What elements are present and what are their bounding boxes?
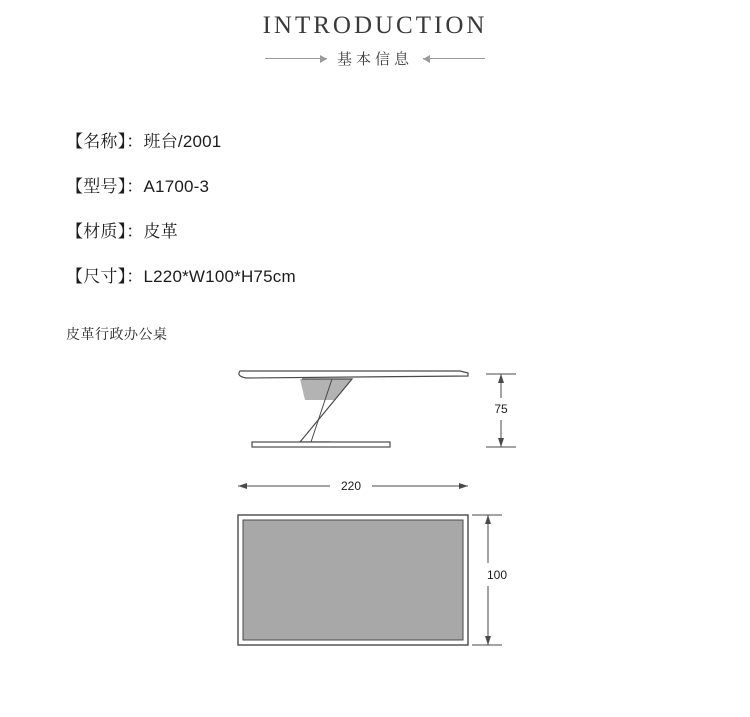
- spec-list: [66, 131, 750, 288]
- spec-value: L220*W100*H75cm: [143, 267, 296, 286]
- length-dimension-label: 220: [340, 479, 362, 493]
- width-dimension-label: 100: [486, 568, 508, 582]
- arrow-left-icon: [423, 54, 485, 63]
- front-elevation-view: [239, 371, 468, 447]
- arrow-right-icon: [265, 54, 327, 63]
- height-dimension: [486, 374, 516, 447]
- spec-row: [66, 131, 750, 153]
- plan-view: [238, 515, 468, 645]
- spec-label: 【尺寸】：: [66, 267, 144, 286]
- spec-value: A1700-3: [143, 177, 210, 196]
- page-header: [0, 0, 750, 69]
- spec-value: 皮革: [143, 222, 178, 241]
- spec-label: 【材质】：: [66, 222, 144, 241]
- length-dimension: [238, 479, 468, 493]
- technical-drawing: [0, 358, 750, 668]
- spec-label: 【型号】：: [66, 177, 144, 196]
- spec-row: [66, 266, 750, 288]
- page-subtitle: 基本信息: [336, 51, 413, 68]
- width-dimension: [472, 515, 507, 645]
- spec-row: [66, 221, 750, 243]
- height-dimension-label: 75: [494, 402, 508, 416]
- product-caption: 皮革行政办公桌: [66, 326, 168, 342]
- subtitle-row: [0, 48, 750, 69]
- spec-row: [66, 176, 750, 198]
- spec-value: 班台/2001: [143, 132, 222, 151]
- page-title: INTRODUCTION: [262, 12, 488, 39]
- spec-label: 【名称】：: [66, 132, 144, 151]
